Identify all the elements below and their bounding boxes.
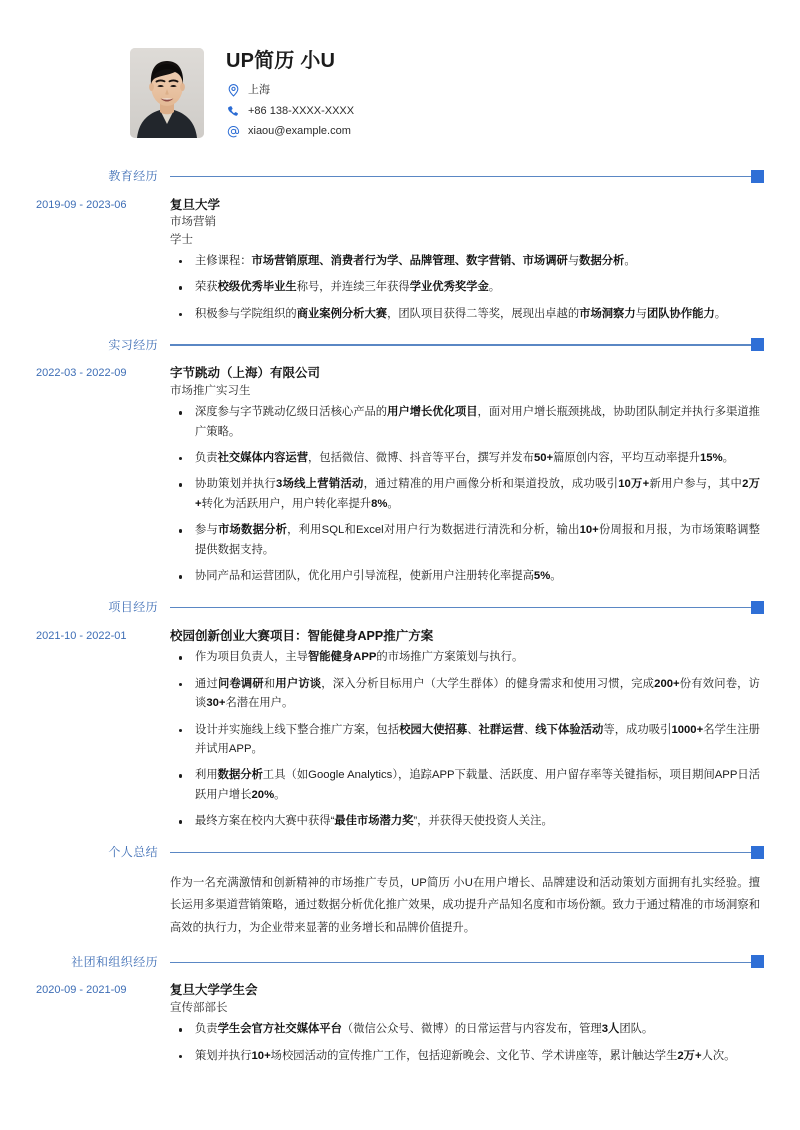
list-item: 利用数据分析工具（如Google Analytics），追踪APP下载量、活跃度、用户留存率等关键指标，项目期间APP日活跃用户增长20%。	[170, 766, 760, 805]
section-header	[36, 951, 764, 973]
experience-entry	[36, 196, 764, 325]
list-item: 负责学生会官方社交媒体平台（微信公众号、微博）的日常运营与内容发布，管理3人团队。	[170, 1020, 760, 1039]
location-text: 上海	[248, 84, 270, 96]
section-marker-square	[751, 846, 764, 859]
at-email-icon	[226, 124, 241, 139]
list-item: 参与市场数据分析，利用SQL和Excel对用户行为数据进行清洗和分析，输出10+份周报和月报，为市场策略调整提供数据支持。	[170, 521, 760, 560]
section-divider	[170, 962, 751, 964]
list-item: 作为项目负责人，主导智能健身APP的市场推广方案策划与执行。	[170, 648, 760, 667]
section-header	[36, 842, 764, 864]
summary-text: 作为一名充满激情和创新精神的市场推广专员，UP简历 小U在用户增长、品牌建设和活动策划方面拥有扎实经验。擅长运用多渠道营销策略，通过数据分析优化推广效果，成功提升产品知名度和市场份额。致力于通过精准的市场洞察和高效的执行力，为企业带来显著的业务增长和品牌价值提升。	[170, 876, 760, 934]
resume-section	[36, 597, 764, 832]
resume-section	[36, 334, 764, 586]
list-item: 深度参与字节跳动亿级日活核心产品的用户增长优化项目，面对用户增长瓶颈挑战，协助团队制定并执行多渠道推广策略。	[170, 403, 760, 442]
entry-degree: 学士	[170, 233, 193, 246]
entry-bullet-list	[170, 648, 760, 831]
email-text: xiaou@example.com	[248, 125, 351, 138]
list-item: 策划并执行10+场校园活动的宣传推广工作，包括迎新晚会、文化节、学术讲座等，累计触达学生2万+人次。	[170, 1047, 760, 1066]
section-divider	[170, 176, 751, 178]
entry-organization: 复旦大学	[170, 197, 221, 212]
list-item: 最终方案在校内大赛中获得“最佳市场潜力奖”，并获得天使投资人关注。	[170, 812, 760, 831]
section-title: 实习经历	[108, 337, 158, 352]
entry-bullet-list	[170, 1020, 760, 1066]
phone-icon	[226, 104, 241, 119]
experience-entry	[36, 627, 764, 832]
resume-section	[36, 951, 764, 1066]
entry-organization: 校园创新创业大赛项目：智能健身APP推广方案	[170, 628, 434, 643]
list-item: 协助策划并执行3场线上营销活动，通过精准的用户画像分析和渠道投放，成功吸引10万+新用户参与，其中2万+转化为活跃用户，用户转化率提升8%。	[170, 475, 760, 514]
entry-bullet-list	[170, 403, 760, 586]
section-divider	[170, 852, 751, 854]
contact-phone	[226, 103, 354, 120]
section-title: 教育经历	[108, 169, 158, 184]
contact-email	[226, 123, 354, 140]
identity-block	[204, 48, 354, 144]
phone-text: +86 138-XXXX-XXXX	[248, 104, 355, 117]
entry-body	[170, 364, 764, 586]
list-item: 积极参与学院组织的商业案例分析大赛，团队项目获得二等奖，展现出卓越的市场洞察力与团队协作能力。	[170, 305, 760, 324]
list-item: 设计并实施线上线下整合推广方案，包括校园大使招募、社群运营、线下体验活动等，成功吸引1000+名学生注册并试用APP。	[170, 721, 760, 760]
section-marker-square	[751, 170, 764, 183]
contact-location	[226, 82, 354, 99]
entry-date-range: 2019-09 - 2023-06	[36, 198, 127, 211]
location-pin-icon	[226, 83, 241, 98]
section-title: 社团和组织经历	[71, 955, 158, 970]
list-item: 通过问卷调研和用户访谈，深入分析目标用户（大学生群体）的健身需求和使用习惯，完成200+份有效问卷，访谈30+名潜在用户。	[170, 675, 760, 714]
section-title: 个人总结	[108, 845, 158, 860]
experience-entry	[36, 981, 764, 1066]
entry-bullet-list	[170, 252, 760, 324]
entry-date-range: 2021-10 - 2022-01	[36, 629, 127, 642]
list-item: 负责社交媒体内容运营，包括微信、微博、抖音等平台，撰写并发布50+篇原创内容，平均互动率提升15%。	[170, 449, 760, 468]
section-header	[36, 597, 764, 619]
entry-organization: 复旦大学学生会	[170, 983, 258, 998]
entry-body	[170, 627, 764, 832]
entry-body	[170, 196, 764, 325]
list-item: 协同产品和运营团队，优化用户引导流程，使新用户注册转化率提高5%。	[170, 567, 760, 586]
entry-date-range: 2020-09 - 2021-09	[36, 984, 127, 997]
list-item: 荣获校级优秀毕业生称号，并连续三年获得学业优秀奖学金。	[170, 278, 760, 297]
section-marker-square	[751, 601, 764, 614]
entry-body	[170, 981, 764, 1066]
experience-entry	[36, 364, 764, 586]
summary-block	[36, 872, 764, 940]
resume-section	[36, 842, 764, 940]
section-divider	[170, 607, 751, 609]
section-divider	[170, 344, 751, 346]
section-title: 项目经历	[108, 600, 158, 615]
section-marker-square	[751, 955, 764, 968]
entry-date-range: 2022-03 - 2022-09	[36, 367, 127, 380]
entry-organization: 字节跳动（上海）有限公司	[170, 366, 321, 381]
avatar	[130, 48, 204, 138]
list-item: 主修课程：市场营销原理、消费者行为学、品牌管理、数字营销、市场调研与数据分析。	[170, 252, 760, 271]
resume-sections	[36, 166, 764, 1067]
page-title: UP简历 小U	[226, 50, 336, 72]
resume-section	[36, 166, 764, 325]
entry-subtitle: 市场推广实习生	[170, 384, 251, 397]
section-header	[36, 334, 764, 356]
entry-subtitle: 市场营销	[170, 216, 216, 229]
resume-header	[36, 48, 764, 144]
entry-subtitle: 宣传部部长	[170, 1002, 228, 1015]
section-header	[36, 166, 764, 188]
section-marker-square	[751, 338, 764, 351]
